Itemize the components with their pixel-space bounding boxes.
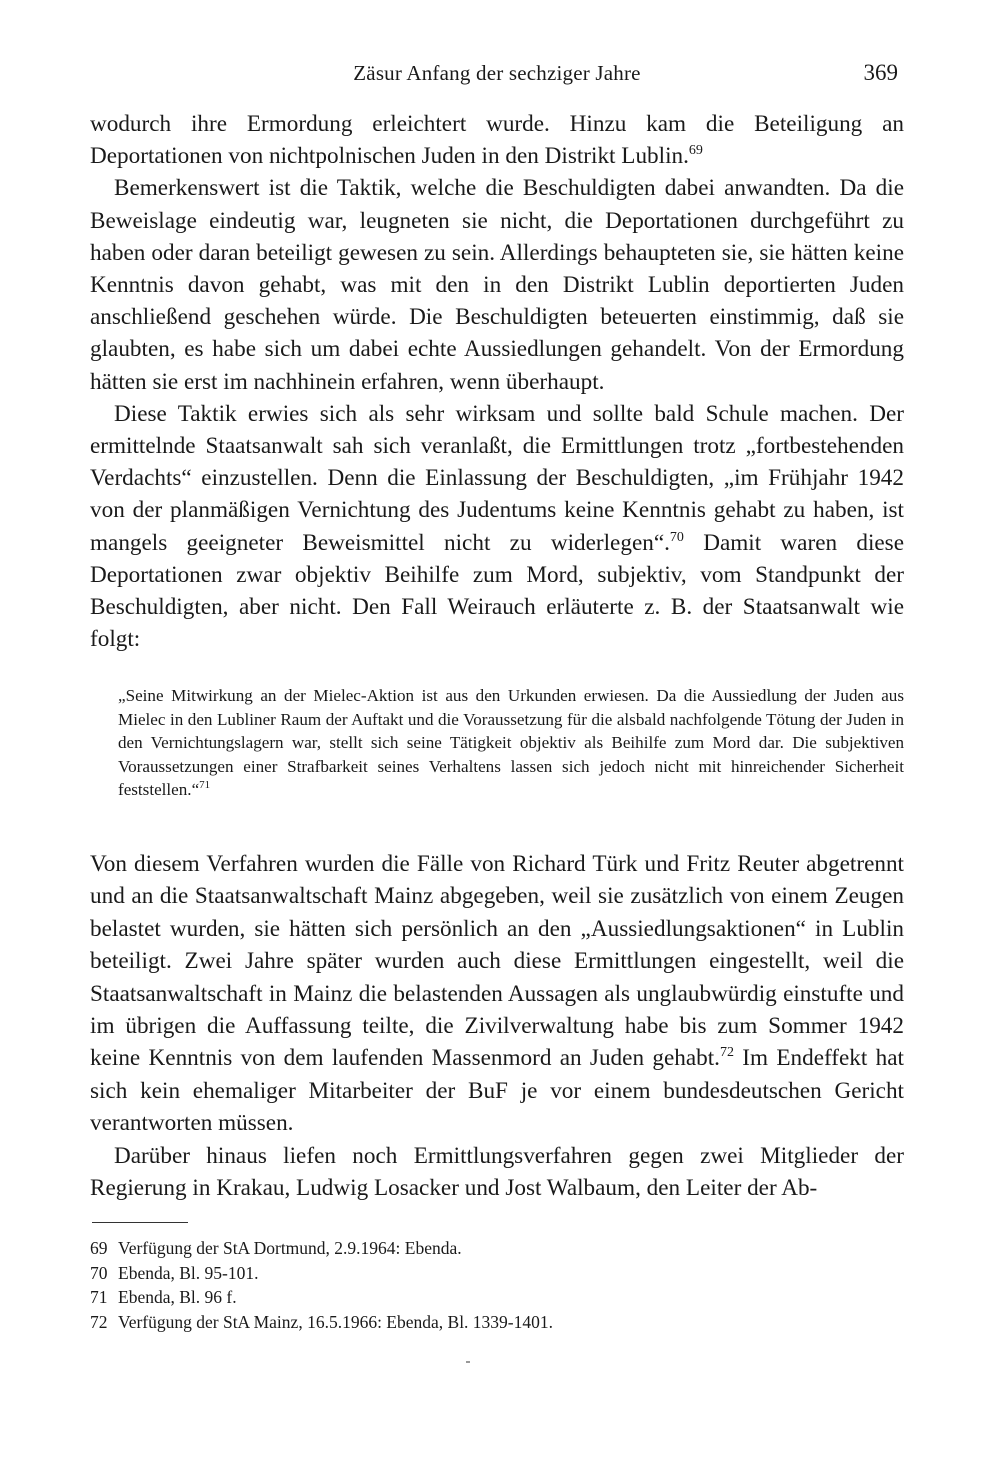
paragraph-1	[90, 108, 904, 172]
paragraph-3-text-before: Diese Taktik erwies sich als sehr wirksam und sollte bald Schule machen. Der ermittelnde Staatsanwalt sah sich veranlaßt, die Ermittlungen trotz „fortbestehenden Verdachts“ einzustellen. Denn die Einlassung der Beschuldigten, „im Frühjahr 1942 von der planmäßigen Vernichtung des Judentums keine Kenntnis gehabt zu haben, ist mangels geeigneter Beweismittel nicht zu widerlegen“.	[90, 400, 904, 556]
footnote-ref-69: 69	[688, 143, 703, 159]
paragraph-4	[90, 848, 904, 1140]
paragraph-5	[90, 1140, 904, 1205]
paragraph-4-text-after: Im Endeffekt hat sich kein ehemaliger Mitarbeiter der BuF je vor einem bundesdeutschen Gericht verantworten müssen.	[90, 1045, 904, 1137]
page-number: 369	[863, 60, 898, 85]
paragraph-3-text-after: Damit waren diese Deportationen zwar objektiv Beihilfe zum Mord, subjektiv, vom Standpunkt der Beschuldigten, aber nicht. Den Fall Weirauch erläuterte z. B. der Staatsanwalt wie folgt:	[90, 529, 904, 653]
footnote-divider	[92, 1222, 188, 1223]
paragraph-2	[90, 172, 904, 397]
footnote-70	[90, 1261, 904, 1286]
footnote-text: Ebenda, Bl. 96 f.	[118, 1287, 237, 1308]
paragraph-5-text: Darüber hinaus liefen noch Ermittlungsverfahren gegen zwei Mitglieder der Regierung in Krakau, Ludwig Losacker und Jost Walbaum, den Leiter der Ab-	[90, 1142, 904, 1202]
running-head	[90, 56, 904, 90]
footnote-ref-70: 70	[669, 529, 684, 545]
footnote-69	[90, 1236, 904, 1261]
paragraph-2-text: Bemerkenswert ist die Taktik, welche die Beschuldigten dabei anwandten. Da die Beweislage eindeutig war, leugneten sie nicht, die Deportationen durchgeführt zu haben oder daran beteiligt gewesen zu sein. Allerdings behaupteten sie, sie hätten keine Kenntnis davon gehabt, was mit den in den Distrikt Lublin deportierten Juden anschließend geschehen würde. Die Beschuldigten beteuerten einstimmig, daß sie glaubten, es habe sich um dabei echte Aussiedlungen gehandelt. Von der Ermordung hätten sie erst im nachhinein erfahren, wenn überhaupt.	[90, 175, 904, 395]
footnote-72	[90, 1310, 904, 1335]
footnote-text: Ebenda, Bl. 95-101.	[118, 1262, 259, 1283]
footnote-number: 71	[90, 1287, 108, 1308]
block-quote-paragraph	[118, 684, 904, 802]
block-quote	[118, 684, 904, 802]
footnote-text: Verfügung der StA Mainz, 16.5.1966: Ebenda, Bl. 1339-1401.	[118, 1311, 554, 1332]
footnote-number: 70	[90, 1262, 108, 1283]
footnote-text: Verfügung der StA Dortmund, 2.9.1964: Ebenda.	[118, 1238, 462, 1258]
main-text-lower	[90, 848, 904, 1204]
block-quote-text: „Seine Mitwirkung an der Mielec-Aktion ist aus den Urkunden erwiesen. Da die Aussiedlung der Juden aus Mielec in den Lubliner Raum der Auftakt und die Voraussetzung für die alsbald nachfolgende Tötung der Juden in den Vernichtungslagern war, stellt sich seine Tätigkeit objektiv als Beihilfe zum Mord dar. Die subjektiven Voraussetzungen einer Strafbarkeit seines Verhaltens lassen sich jedoch nicht mit hinreichender Sicherheit feststellen.“	[118, 686, 904, 800]
footnote-number: 69	[90, 1238, 108, 1258]
paragraph-1-text: wodurch ihre Ermordung erleichtert wurde. Hinzu kam die Beteiligung an Deportationen von nichtpolnischen Juden in den Distrikt Lublin.	[90, 111, 904, 170]
main-text-upper	[90, 108, 904, 655]
scan-speck	[466, 1361, 470, 1363]
footnote-ref-71: 71	[199, 779, 211, 792]
footnote-ref-72: 72	[719, 1045, 734, 1061]
paragraph-4-text-before: Von diesem Verfahren wurden die Fälle von Richard Türk und Fritz Reuter abgetrennt und an die Staatsanwaltschaft Mainz abgegeben, weil sie zusätzlich von einem Zeugen belastet wurden, sie hätten sich persönlich an den „Aussiedlungsaktionen“ in Lublin beteiligt. Zwei Jahre später wurden auch diese Ermittlungen eingestellt, weil die Staatsanwaltschaft in Mainz die belastenden Aussagen als unglaubwürdig einstufte und im übrigen die Auffassung teilte, die Zivilverwaltung habe bis zum Sommer 1942 keine Kenntnis von dem laufenden Massenmord an Juden gehabt.	[90, 851, 904, 1072]
footnote-number: 72	[90, 1311, 108, 1332]
paragraph-3	[90, 398, 904, 656]
footnote-71	[90, 1285, 904, 1310]
footnotes	[90, 1236, 904, 1334]
running-title: Zäsur Anfang der sechziger Jahre	[353, 61, 641, 85]
